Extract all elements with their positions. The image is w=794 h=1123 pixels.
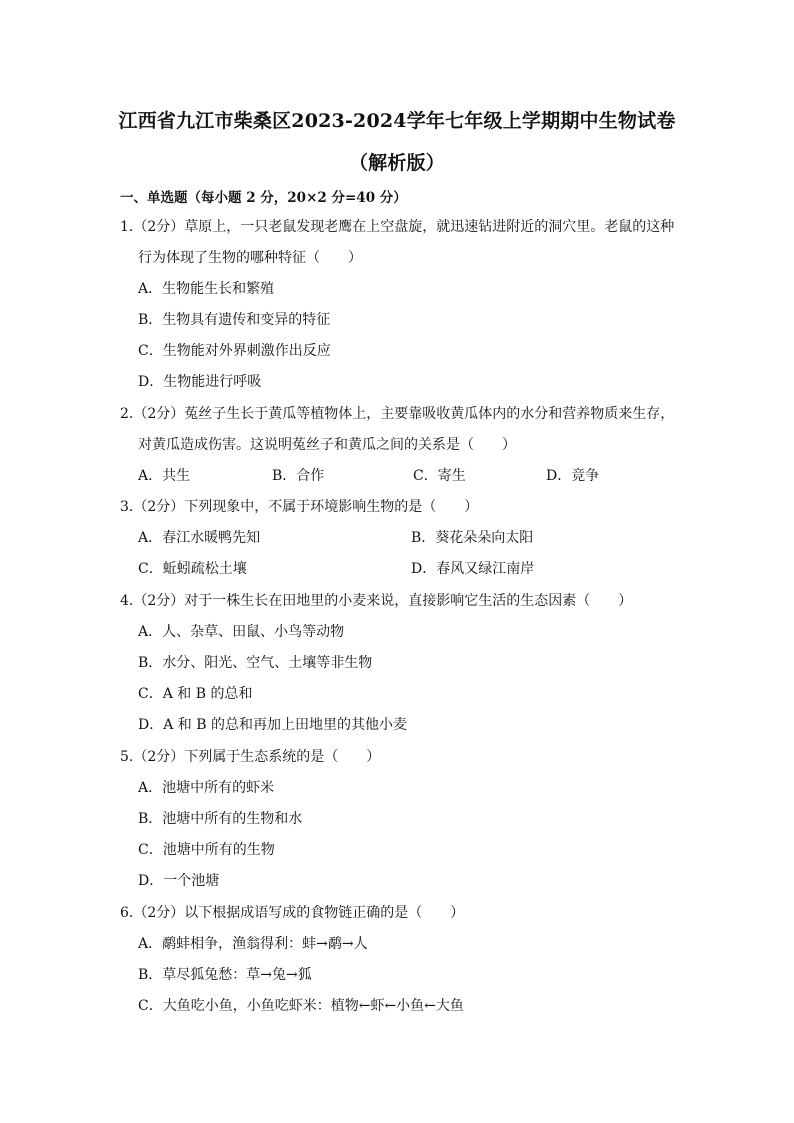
question-2-option-b: B．合作 <box>272 468 325 484</box>
page-title: 江西省九江市柴桑区2023-2024学年七年级上学期期中生物试卷 <box>118 110 676 132</box>
question-4-stem: 4.（2分）对于一株生长在田地里的小麦来说，直接影响它生活的生态因素（ ） <box>120 593 633 609</box>
section-header: 一、单选题（每小题 2 分，20×2 分=40 分） <box>120 190 407 206</box>
question-2-option-c: C．寄生 <box>413 468 466 484</box>
question-3-option-b: B．葵花朵朵向太阳 <box>411 530 534 546</box>
question-3-stem: 3.（2分）下列现象中，不属于环境影响生物的是（ ） <box>120 499 479 515</box>
question-2-stem: 2.（2分）菟丝子生长于黄瓜等植物体上，主要靠吸收黄瓜体内的水分和营养物质来生存， <box>120 406 675 422</box>
page-subtitle: （解析版） <box>348 152 445 174</box>
question-5-option-a: A．池塘中所有的虾米 <box>138 780 275 796</box>
question-4-option-a: A．人、杂草、田鼠、小鸟等动物 <box>138 624 345 640</box>
question-1-option-c: C．生物能对外界刺激作出反应 <box>138 343 331 359</box>
question-2-option-d: D．竞争 <box>546 468 600 484</box>
question-6-stem: 6.（2分）以下根据成语写成的食物链正确的是（ ） <box>120 905 465 921</box>
question-4-option-d: D．A 和 B 的总和再加上田地里的其他小麦 <box>138 717 407 733</box>
question-1-option-d: D．生物能进行呼吸 <box>138 374 262 390</box>
question-1-option-b: B．生物具有遗传和变异的特征 <box>138 312 331 328</box>
question-6-option-a: A．鹬蚌相争，渔翁得利：蚌→鹬→人 <box>138 936 368 952</box>
question-1-option-a: A．生物能生长和繁殖 <box>138 281 275 297</box>
question-5-option-d: D．一个池塘 <box>138 873 220 889</box>
question-6-option-c: C．大鱼吃小鱼，小鱼吃虾米：植物←虾←小鱼←大鱼 <box>138 998 464 1014</box>
question-2-stem-cont: 对黄瓜造成伤害。这说明菟丝子和黄瓜之间的关系是（ ） <box>138 437 516 453</box>
question-1-stem: 1.（2分）草原上，一只老鼠发现老鹰在上空盘旋，就迅速钻进附近的洞穴里。老鼠的这种 <box>120 219 675 235</box>
question-1-stem-cont: 行为体现了生物的哪种特征（ ） <box>138 250 362 266</box>
question-5-stem: 5.（2分）下列属于生态系统的是（ ） <box>120 749 381 765</box>
question-4-option-c: C．A 和 B 的总和 <box>138 686 253 702</box>
question-4-option-b: B．水分、阳光、空气、土壤等非生物 <box>138 655 373 671</box>
question-5-option-c: C．池塘中所有的生物 <box>138 842 275 858</box>
question-2-option-a: A．共生 <box>138 468 191 484</box>
question-5-option-b: B．池塘中所有的生物和水 <box>138 811 303 827</box>
question-3-option-a: A．春江水暖鸭先知 <box>138 530 261 546</box>
question-3-option-c: C．蚯蚓疏松土壤 <box>138 561 247 577</box>
question-6-option-b: B．草尽狐兔愁：草→兔→狐 <box>138 967 312 983</box>
question-3-option-d: D．春风又绿江南岸 <box>411 561 535 577</box>
